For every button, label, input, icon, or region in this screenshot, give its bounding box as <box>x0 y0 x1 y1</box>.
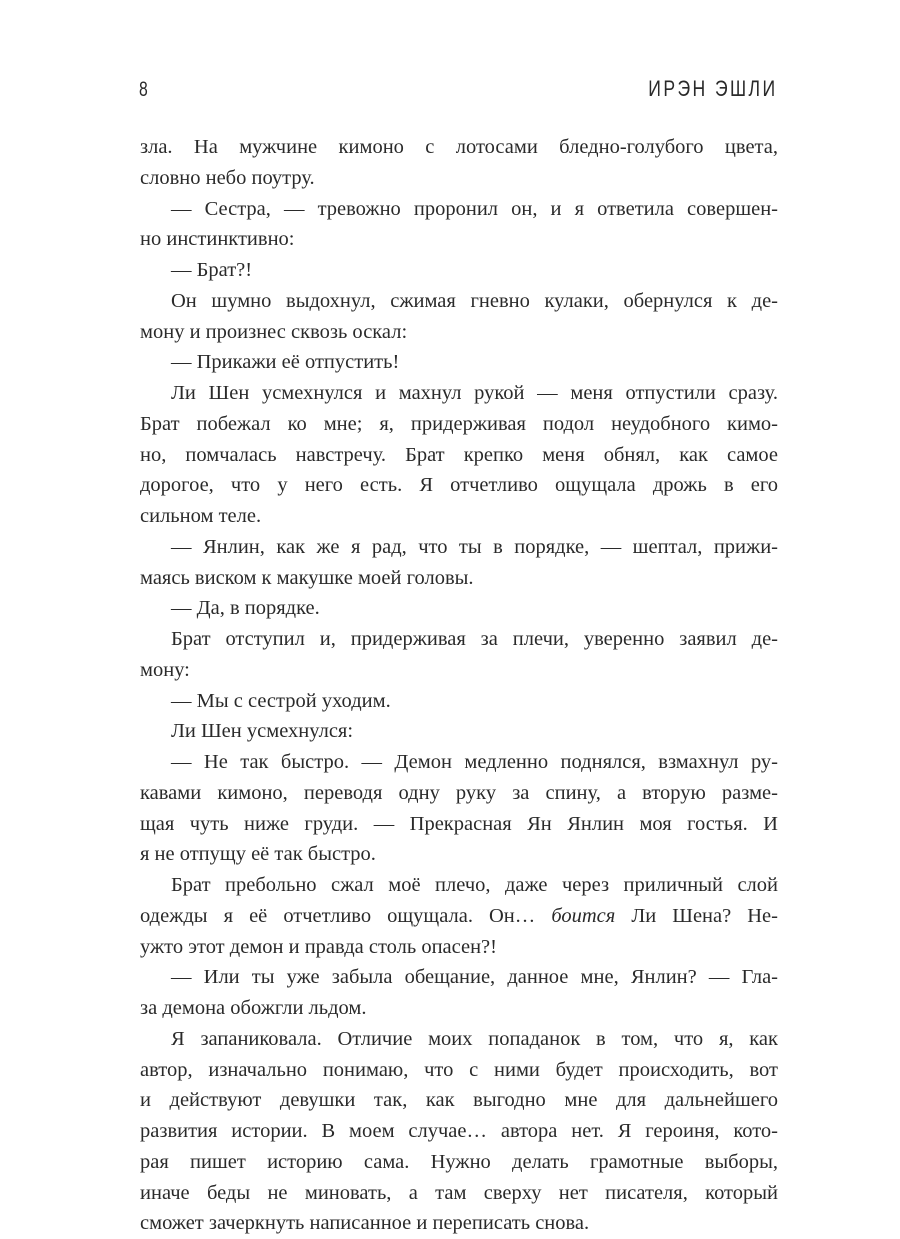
text-segment: но инстинктивно: <box>140 228 295 251</box>
text-line <box>140 563 778 594</box>
text-line <box>140 1178 778 1209</box>
text-line <box>140 440 778 471</box>
text-line <box>140 1147 778 1178</box>
text-line <box>140 1208 778 1239</box>
text-line <box>140 317 778 348</box>
text-line <box>140 778 778 809</box>
text-line <box>140 655 778 686</box>
text-line <box>140 686 778 717</box>
text-line <box>140 993 778 1024</box>
text-line <box>140 870 778 901</box>
text-segment: дорогое, что у него есть. Я отчетливо ощущала дрожь в его <box>140 474 778 497</box>
text-segment: развития истории. В моем случае… автора нет. Я героиня, кото- <box>140 1120 778 1142</box>
text-line <box>140 224 778 255</box>
text-segment: Он шумно выдохнул, сжимая гневно кулаки, обернулся к де- <box>171 289 778 312</box>
text-segment: словно небо поутру. <box>140 166 315 189</box>
text-line <box>140 1055 778 1086</box>
text-segment: кавами кимоно, переводя одну руку за спину, а вторую разме- <box>140 781 778 804</box>
text-line <box>140 501 778 532</box>
text-line <box>140 255 778 286</box>
text-line <box>140 163 778 194</box>
text-segment: — Сестра, — тревожно проронил он, и я ответила совершен- <box>171 197 778 220</box>
text-segment: маясь виском к макушке моей головы. <box>140 566 474 589</box>
text-segment: сможет зачеркнуть написанное и переписать снова. <box>140 1212 590 1235</box>
text-line <box>140 747 778 778</box>
text-line <box>140 532 778 563</box>
text-segment: зла. На мужчине кимоно с лотосами бледно-голубого цвета, <box>140 136 778 158</box>
text-segment: и действуют девушки так, как выгодно мне для дальнейшего <box>140 1089 778 1112</box>
text-segment: Брат пребольно сжал моё плечо, даже через приличный слой <box>171 874 778 896</box>
text-line <box>140 962 778 993</box>
text-line <box>140 194 778 225</box>
text-line <box>140 1024 778 1055</box>
text-line <box>140 1085 778 1116</box>
running-header-author: ИРЭН ЭШЛИ <box>648 76 778 101</box>
text-segment: я не отпущу её так быстро. <box>140 843 376 866</box>
text-line <box>140 378 778 409</box>
text-line <box>140 932 778 963</box>
text-segment: Я запаниковала. Отличие моих попаданок в том, что я, как <box>171 1027 778 1050</box>
text-segment: — Или ты уже забыла обещание, данное мне, Янлин? — Гла- <box>171 966 778 989</box>
text-segment: Брат побежал ко мне; я, придерживая подол неудобного кимо- <box>140 412 778 435</box>
italic-emphasis: боится <box>551 904 616 927</box>
text-segment: одежды я её отчетливо ощущала. Он… <box>140 904 552 927</box>
text-line <box>140 809 778 840</box>
text-line <box>140 593 778 624</box>
text-line <box>140 132 778 163</box>
text-segment: щая чуть ниже груди. — Прекрасная Ян Янлин моя гостья. И <box>140 812 778 835</box>
text-line <box>140 716 778 747</box>
text-segment: за демона обожгли льдом. <box>140 997 367 1019</box>
text-segment: мону: <box>140 658 190 681</box>
text-segment: рая пишет историю сама. Нужно делать грамотные выборы, <box>140 1150 778 1173</box>
text-segment: — Да, в порядке. <box>171 597 320 620</box>
text-segment: — Янлин, как же я рад, что ты в порядке, — шептал, прижи- <box>171 535 778 558</box>
text-segment: ужто этот демон и правда столь опасен?! <box>140 935 497 958</box>
text-line <box>140 1116 778 1147</box>
text-segment: — Мы с сестрой уходим. <box>171 689 391 712</box>
text-segment: сильном теле. <box>140 505 262 527</box>
text-segment: Брат отступил и, придерживая за плечи, уверенно заявил де- <box>171 628 778 650</box>
text-segment: но, помчалась навстречу. Брат крепко меня обнял, как самое <box>140 443 778 466</box>
text-segment: Ли Шен усмехнулся: <box>171 720 354 743</box>
text-segment: — Брат?! <box>171 259 253 281</box>
text-segment: — Не так быстро. — Демон медленно поднялся, взмахнул ру- <box>171 751 778 773</box>
text-segment: Ли Шен усмехнулся и махнул рукой — меня отпустили сразу. <box>171 382 778 404</box>
page-number: 8 <box>139 78 148 101</box>
text-segment: Ли Шена? Не- <box>615 904 778 927</box>
text-segment: — Прикажи её отпустить! <box>171 351 400 374</box>
text-line <box>140 409 778 440</box>
text-segment: иначе беды не миновать, а там сверху нет писателя, который <box>140 1181 778 1204</box>
text-segment: мону и произнес сквозь оскал: <box>140 320 408 343</box>
text-line <box>140 839 778 870</box>
text-line <box>140 624 778 655</box>
text-line <box>140 286 778 317</box>
text-line <box>140 470 778 501</box>
text-line <box>140 347 778 378</box>
page-body-text <box>140 132 778 1239</box>
text-segment: автор, изначально понимаю, что с ними будет происходить, вот <box>140 1058 778 1081</box>
text-line <box>140 901 778 932</box>
